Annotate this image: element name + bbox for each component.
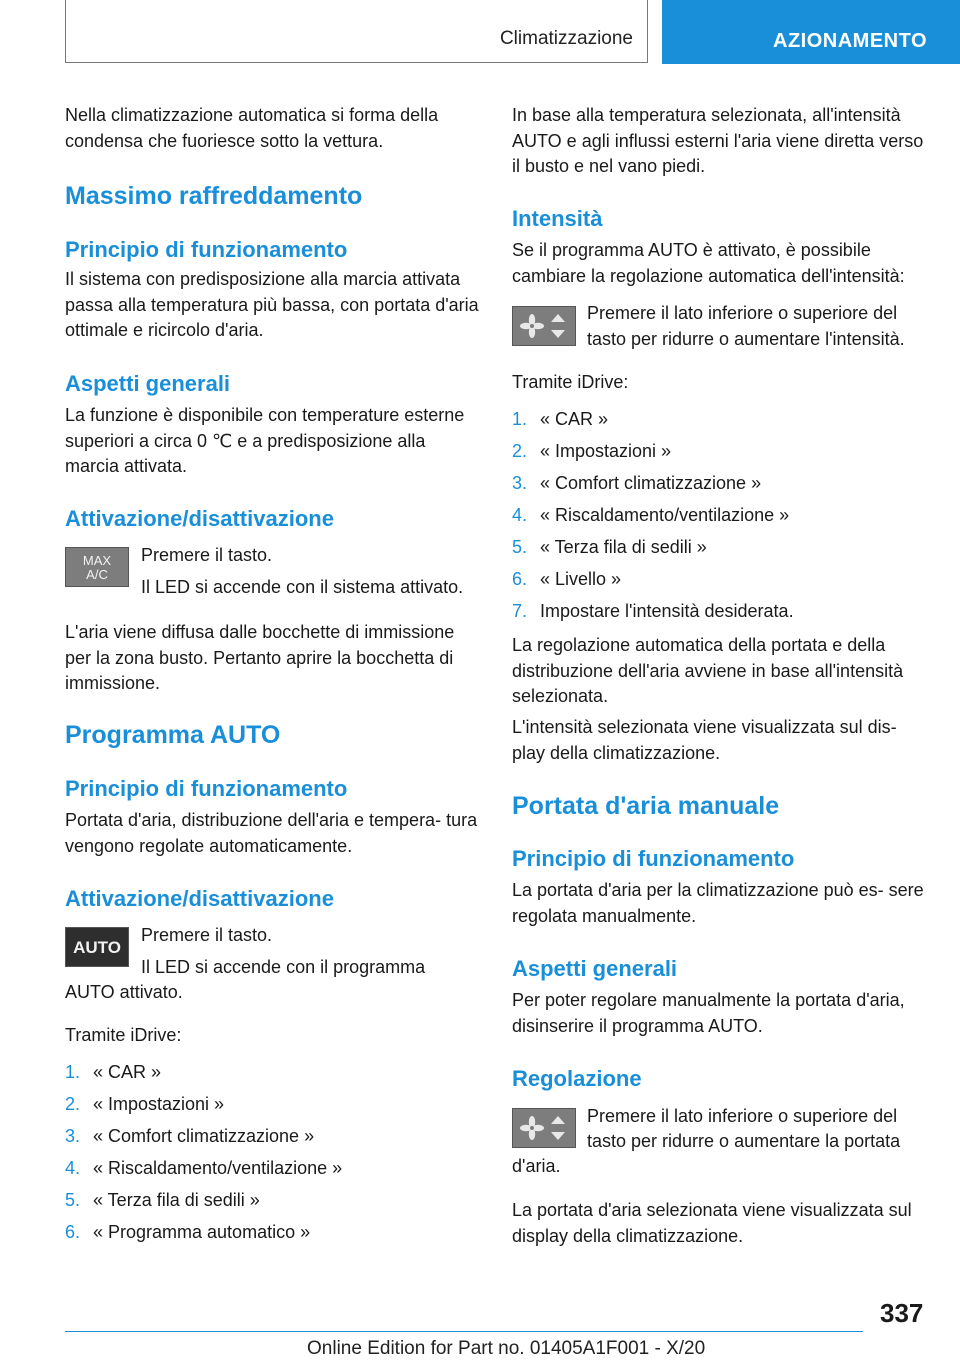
footer-edition: Online Edition for Part no. 01405A1F001 - X/20 bbox=[307, 1338, 706, 1359]
list-item bbox=[512, 404, 932, 436]
max-general-text: La funzione è disponibile con temperature esterne superiori a circa 0 ℃ e a predisposizione alla marcia attivata. bbox=[65, 405, 465, 476]
intensity-text: Se il programma AUTO è attivato, è possibile cambiare la regolazione automatica dell'intensità: bbox=[512, 240, 905, 286]
auto-onoff-heading: Attivazione/disattivazione bbox=[65, 886, 334, 911]
condensation-note: Nella climatizzazione automatica si forma della condensa che fuoriesce sotto la vettura. bbox=[65, 105, 439, 151]
step-number: 7. bbox=[512, 601, 528, 621]
manual-general-heading: Aspetti generali bbox=[512, 956, 678, 981]
list-item bbox=[65, 1185, 483, 1217]
max-ac-icon-label-1: MAX bbox=[82, 553, 112, 568]
step-text: « Impostazioni » bbox=[93, 1094, 225, 1114]
step-text: Impostare l'intensità desiderata. bbox=[540, 601, 794, 621]
list-item bbox=[512, 500, 932, 532]
regulation-heading: Regolazione bbox=[512, 1066, 642, 1091]
auto-led-info-1: Il LED si accende con il programma bbox=[141, 957, 426, 977]
page-number: 337 bbox=[880, 1298, 924, 1328]
step-number: 3. bbox=[65, 1126, 81, 1146]
footer-divider bbox=[65, 1331, 863, 1332]
manual-airflow-title: Portata d'aria manuale bbox=[512, 792, 780, 820]
max-principle-heading: Principio di funzionamento bbox=[65, 237, 348, 262]
list-item bbox=[65, 1217, 483, 1249]
list-item bbox=[512, 468, 932, 500]
step-number: 2. bbox=[65, 1094, 81, 1114]
step-text: « Terza fila di sedili » bbox=[540, 537, 707, 557]
regulation-press-3: d'aria. bbox=[512, 1156, 561, 1176]
step-text: « Comfort climatizzazione » bbox=[93, 1126, 315, 1146]
auto-button-icon bbox=[65, 927, 129, 967]
fan-icon bbox=[513, 1109, 575, 1147]
step-text: « Riscaldamento/ventilazione » bbox=[93, 1158, 343, 1178]
list-item bbox=[512, 564, 932, 596]
step-text: « CAR » bbox=[93, 1062, 162, 1082]
step-number: 3. bbox=[512, 473, 528, 493]
step-number: 1. bbox=[512, 409, 528, 429]
header-section-title: Climatizzazione bbox=[499, 28, 633, 49]
max-air-info: L'aria viene diffusa dalle bocchette di immissione per la zona busto. Pertanto aprire la bocchetta di immissione. bbox=[65, 622, 455, 693]
auto-distribution-text: In base alla temperatura selezionata, all'intensità AUTO e agli influssi esterni l'aria viene diretta verso il busto e nel vano piedi. bbox=[512, 105, 924, 176]
step-number: 4. bbox=[512, 505, 528, 525]
header-section-box bbox=[65, 0, 648, 63]
max-led-info: Il LED si accende con il sistema attivato. bbox=[141, 577, 464, 597]
auto-principle-text: Portata d'aria, distribuzione dell'aria e tempera‐ tura vengono regolate automaticamente. bbox=[65, 810, 478, 856]
auto-icon-label: AUTO bbox=[73, 938, 121, 957]
list-item bbox=[512, 532, 932, 564]
auto-regulation-text: La regolazione automatica della portata e della distribuzione dell'aria avviene in base all'intensità selezionata. bbox=[512, 635, 904, 706]
step-text: « Riscaldamento/ventilazione » bbox=[540, 505, 790, 525]
header-chapter-tab bbox=[662, 0, 960, 64]
list-item bbox=[65, 1153, 483, 1185]
regulation-press-2: tasto per ridurre o aumentare la portata bbox=[587, 1131, 901, 1151]
auto-led-info-2: AUTO attivato. bbox=[65, 982, 183, 1002]
intensity-heading: Intensità bbox=[512, 206, 603, 231]
step-number: 5. bbox=[65, 1190, 81, 1210]
auto-press-instruction: Premere il tasto. bbox=[141, 925, 273, 945]
right-idrive-label: Tramite iDrive: bbox=[512, 372, 629, 392]
left-idrive-steps bbox=[65, 1057, 483, 1249]
left-idrive-label: Tramite iDrive: bbox=[65, 1025, 182, 1045]
intensity-display-text: L'intensità selezionata viene visualizzata sul dis‐ play della climatizzazione. bbox=[512, 717, 897, 763]
intensity-press-2: tasto per ridurre o aumentare l'intensità. bbox=[587, 329, 905, 349]
max-cooling-title: Massimo raffreddamento bbox=[65, 182, 363, 210]
list-item bbox=[65, 1057, 483, 1089]
header-chapter-title: AZIONAMENTO bbox=[773, 30, 928, 52]
airflow-display-text: La portata d'aria selezionata viene visualizzata sul display della climatizzazione. bbox=[512, 1200, 912, 1246]
list-item bbox=[65, 1121, 483, 1153]
max-onoff-heading: Attivazione/disattivazione bbox=[65, 506, 334, 531]
manual-principle-heading: Principio di funzionamento bbox=[512, 846, 795, 871]
intensity-press-1: Premere il lato inferiore o superiore del bbox=[587, 303, 898, 323]
list-item bbox=[512, 596, 932, 628]
max-general-heading: Aspetti generali bbox=[65, 371, 231, 396]
step-text: « Terza fila di sedili » bbox=[93, 1190, 260, 1210]
list-item bbox=[512, 436, 932, 468]
fan-icon bbox=[513, 307, 575, 345]
right-idrive-steps bbox=[512, 404, 932, 628]
regulation-press-1: Premere il lato inferiore o superiore del bbox=[587, 1106, 898, 1126]
step-text: « Livello » bbox=[540, 569, 622, 589]
step-text: « Comfort climatizzazione » bbox=[540, 473, 762, 493]
fan-up-down-button-icon bbox=[512, 1108, 576, 1148]
step-number: 6. bbox=[512, 569, 528, 589]
max-ac-button-icon bbox=[65, 547, 129, 587]
max-principle-text: Il sistema con predisposizione alla marcia attivata passa alla temperatura più bassa, con portata d'aria ottimale e ricircolo d'aria. bbox=[65, 269, 479, 340]
step-number: 2. bbox=[512, 441, 528, 461]
auto-principle-heading: Principio di funzionamento bbox=[65, 776, 348, 801]
fan-up-down-button-icon bbox=[512, 306, 576, 346]
manual-general-text: Per poter regolare manualmente la portata d'aria, disinserire il programma AUTO. bbox=[512, 990, 905, 1036]
list-item bbox=[65, 1089, 483, 1121]
manual-principle-text: La portata d'aria per la climatizzazione può es‐ sere regolata manualmente. bbox=[512, 880, 924, 926]
step-text: « Impostazioni » bbox=[540, 441, 672, 461]
step-text: « CAR » bbox=[540, 409, 609, 429]
step-number: 4. bbox=[65, 1158, 81, 1178]
max-ac-icon-label-2: A/C bbox=[86, 567, 108, 582]
step-text: « Programma automatico » bbox=[93, 1222, 311, 1242]
max-press-instruction: Premere il tasto. bbox=[141, 545, 273, 565]
step-number: 5. bbox=[512, 537, 528, 557]
step-number: 1. bbox=[65, 1062, 81, 1082]
step-number: 6. bbox=[65, 1222, 81, 1242]
auto-program-title: Programma AUTO bbox=[65, 721, 281, 749]
